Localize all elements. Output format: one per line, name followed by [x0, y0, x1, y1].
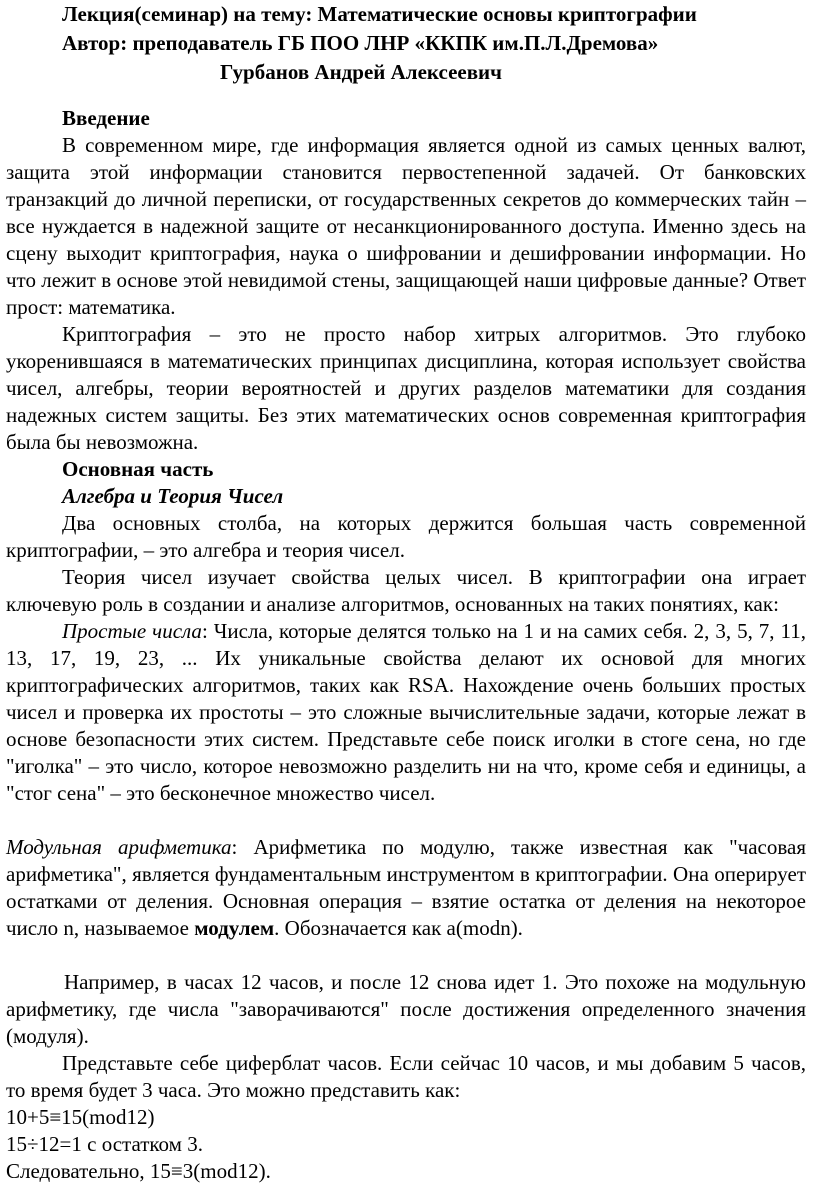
clock-example-paragraph: Например, в часах 12 часов, и после 12 снова идет 1. Это похоже на модульную арифметику, где числа "заворачиваются" после достижения определенного значения (модуля). [6, 970, 806, 1048]
intro-heading: Введение [62, 106, 150, 130]
spacer [6, 807, 806, 834]
modular-paragraph [6, 834, 806, 942]
modular-term: Модульная арифметика [6, 835, 232, 859]
intro-paragraph-2: Криптография – это не просто набор хитрых алгоритмов. Это глубоко укоренившаяся в математических принципах дисциплина, которая использует свойства чисел, алгебры, теории вероятностей и других разделов математики для создания надежных систем защиты. Без этих математических основ современная криптография была бы невозможна. [6, 322, 806, 454]
author-name: Гурбанов Андрей Алексеевич [220, 60, 502, 84]
primes-paragraph [6, 618, 806, 807]
primes-term: Простые числа [62, 619, 202, 643]
modular-text-b: . Обозначается как a(modn). [274, 916, 523, 940]
author-line: Автор: преподаватель ГБ ПОО ЛНР «ККПК им.П.Л.Дремова» [62, 31, 659, 55]
modulus-term: модулем [194, 916, 275, 940]
main-heading: Основная часть [62, 457, 214, 481]
clock-face-paragraph: Представьте себе циферблат часов. Если сейчас 10 часов, и мы добавим 5 часов, то время будет 3 часа. Это можно представить как: [6, 1051, 806, 1102]
document-header [62, 0, 802, 87]
formula-line-2: 15÷12=1 с остатком 3. [6, 1132, 203, 1156]
number-theory-paragraph: Теория чисел изучает свойства целых чисел. В криптографии она играет ключевую роль в создании и анализе алгоритмов, основанных на таких понятиях, как: [6, 565, 806, 616]
primes-text: : Числа, которые делятся только на 1 и на самих себя. 2, 3, 5, 7, 11, 13, 17, 19, 23, ... Их уникальные свойства делают их основой для многих криптографических алгоритмов, таких как RSA. Нахождение очень больших простых чисел и проверка их простоты – это сложные вычислительные задачи, которые лежат в основе безопасности этих систем. Представьте себе поиск иголки в стоге сена, но где "иголка" – это число, которое невозможно разделить ни на что, кроме себя и единицы, а "стог сена" – это бесконечное множество чисел. [6, 619, 806, 805]
algebra-paragraph-1: Два основных столба, на которых держится большая часть современной криптографии, – это алгебра и теория чисел. [6, 511, 806, 562]
document-body [6, 105, 806, 1185]
algebra-subheading: Алгебра и Теория Чисел [62, 484, 284, 508]
intro-paragraph-1: В современном мире, где информация является одной из самых ценных валют, защита этой информации становится первостепенной задачей. От банковских транзакций до личной переписки, от государственных секретов до коммерческих тайн – все нуждается в надежной защите от несанкционированного доступа. Именно здесь на сцену выходит криптография, наука о шифровании и дешифровании информации. Но что лежит в основе этой невидимой стены, защищающей наши цифровые данные? Ответ прост: математика. [6, 133, 806, 319]
modular-text-a: : Арифметика по модулю, также известная как "часовая арифметика", является фундаментальным инструментом в криптографии. Она оперирует остатками от деления. Основная операция – взятие остатка от деления на некоторое число n, называемое [6, 835, 806, 940]
lecture-title: Лекция(семинар) на тему: Математические основы криптографии [62, 2, 697, 26]
formula-line-3: Следовательно, 15≡3(mod12). [6, 1159, 271, 1183]
spacer [6, 942, 806, 969]
formula-line-1: 10+5≡15(mod12) [6, 1105, 155, 1129]
